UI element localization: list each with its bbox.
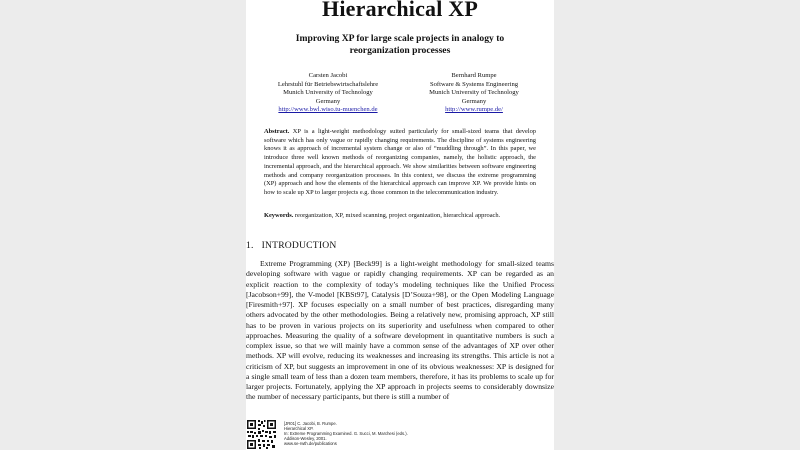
- author-affiliation: Lehrstuhl für Betriebswirtschaftslehre: [277, 80, 379, 88]
- qr-code-icon: [246, 419, 277, 450]
- author-university: Munich University of Technology: [283, 89, 373, 97]
- author-country: Germany: [461, 97, 487, 105]
- citation-url[interactable]: www.se-rwth.de/publications: [284, 441, 337, 447]
- citation-line: Addison-Wesley, 2001.: [284, 436, 327, 442]
- abstract-label: Abstract.: [264, 128, 290, 135]
- author-name: Carsten Jacobi: [308, 72, 348, 79]
- author-country: Germany: [315, 97, 341, 105]
- document-page: [246, 0, 554, 450]
- author-university: Munich University of Technology: [429, 89, 519, 97]
- author-affiliation: Software & Systems Engineering: [429, 80, 519, 88]
- citation-line: In: Extreme Programming Examined. G. Succi, M. Marchesi (eds.).: [284, 431, 408, 437]
- introduction-body: [246, 259, 554, 403]
- author-block-1: [258, 72, 398, 115]
- author-block-2: [404, 72, 544, 115]
- section-heading: [246, 240, 337, 251]
- paper-title: Hierarchical XP: [322, 0, 478, 21]
- abstract-text: XP is a light-weight methodology suited particularly for small-sized teams that develop software which has only vague or rapidly changing requirements. The discipline of systems engineering knows it as approach of incremental system change or also of “muddling through”. In this paper, we introduce three well known methods of reorganizing companies, namely, the holistic approach, the incremental approach, and the hierarchical approach. We show similarities between software engineering methods and company reorganization processes. In this context, we discuss the extreme programming (XP) approach and how the elements of the hierarchical approach can improve XP. We provide hints on how to scale up XP to larger projects e.g. those common in the telecommunication industry.: [264, 128, 536, 196]
- author-url-link[interactable]: http://www.rumpe.de/: [445, 106, 503, 114]
- citation-line: [JR01] C. Jacobi, B. Rumpe.: [284, 421, 337, 426]
- citation-line: Hierarchical XP.: [284, 426, 314, 432]
- section-title: INTRODUCTION: [261, 240, 337, 251]
- abstract: [264, 128, 536, 198]
- footer-citation: [284, 421, 408, 446]
- keywords: [264, 212, 536, 221]
- keywords-text: reorganization, XP, mixed scanning, project organization, hierarchical approach.: [294, 212, 501, 219]
- keywords-label: Keywords.: [264, 212, 294, 219]
- body-paragraph: Extreme Programming (XP) [Beck99] is a light-weight methodology for small-sized teams developing software with vague or rapidly changing requirements. XP can be regarded as an explicit reaction to the complexity of today’s modeling techniques like the Unified Process [Jacobson+99], the V-model [KBSt97], Catalysis [D’Souza+98], or the Open Modeling Language [Firesmith+97]. XP focuses especially on a small number of best practices, disregarding many others advocated by the other methodologies. Being a relatively new, promising approach, XP still has to be proven in various projects on its superiority and usefulness when compared to other approaches. Measuring the quality of a software development in quantitative numbers is such a complex issue, so that we will mainly have a common sense of the advantages of XP over other methods. XP will evolve, reducing its weaknesses and increasing its strengths. This article is not a criticism of XP, but suggests an improvement in one of its obvious weaknesses: XP is designed for a single small team of less than a dozen team members, therefore, it has its problems to scale up for larger projects. Fortunately, applying the XP approach in projects seems to considerably downsize the number of necessary participants, but there is still a number of: [246, 259, 554, 402]
- page-footer: [246, 419, 554, 450]
- paper-subtitle: Improving XP for large scale projects in analogy to reorganization processes: [295, 33, 505, 56]
- author-name: Bernhard Rumpe: [451, 72, 497, 79]
- section-number: 1.: [246, 240, 254, 251]
- author-url-link[interactable]: http://www.bwl.wiso.tu-muenchen.de: [278, 106, 378, 114]
